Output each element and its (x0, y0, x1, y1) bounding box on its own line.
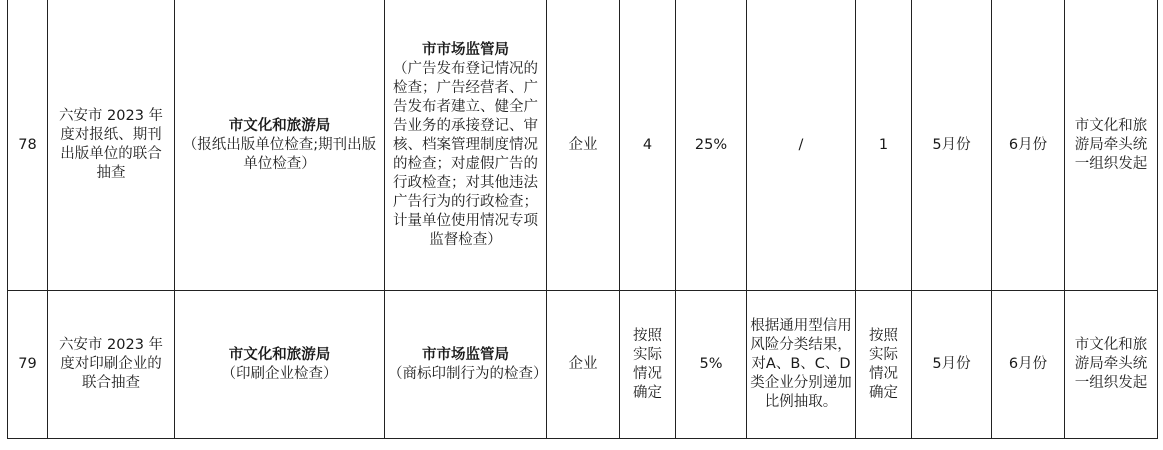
inspection-object-cell: 企业 (547, 291, 620, 439)
end-month-cell: 6月份 (992, 0, 1065, 291)
start-month-cell: 5月份 (912, 291, 992, 439)
end-month-cell: 6月份 (992, 291, 1065, 439)
lead-department-scope: （报纸出版单位检查;期刊出版单位检查） (182, 136, 377, 172)
table-row (8, 0, 1158, 291)
inspection-count-cell: 按照实际情况确定 (620, 291, 676, 439)
frequency-cell: 按照实际情况确定 (856, 291, 912, 439)
inspection-count-cell: 4 (620, 0, 676, 291)
inspection-table (7, 0, 1158, 439)
partner-department-name: 市市场监管局 (422, 41, 509, 58)
partner-department-cell (385, 0, 547, 291)
sampling-method-cell: / (747, 0, 856, 291)
partner-department-cell (385, 291, 547, 439)
note-cell: 市文化和旅游局牵头统一组织发起 (1065, 0, 1158, 291)
task-name-cell: 六安市 2023 年度对报纸、期刊出版单位的联合抽查 (48, 0, 175, 291)
sampling-ratio-cell: 5% (676, 291, 747, 439)
partner-department-name: 市市场监管局 (422, 346, 509, 363)
sampling-method-cell: 根据通用型信用风险分类结果，对A、B、C、D类企业分别递加比例抽取。 (747, 291, 856, 439)
start-month-cell: 5月份 (912, 0, 992, 291)
frequency-cell: 1 (856, 0, 912, 291)
lead-department-name: 市文化和旅游局 (228, 346, 331, 363)
partner-department-scope: （广告发布登记情况的检查；广告经营者、广告发布者建立、健全广告业务的承接登记、审核、档案管理制度情况的检查；对虚假广告的行政检查；对其他违法广告行为的行政检查；计量单位使用情况专项监督检查） (393, 60, 538, 248)
note-cell: 市文化和旅游局牵头统一组织发起 (1065, 291, 1158, 439)
inspection-object-cell: 企业 (547, 0, 620, 291)
task-name-cell: 六安市 2023 年度对印刷企业的联合抽查 (48, 291, 175, 439)
partner-department-scope: （商标印制行为的检查） (388, 365, 548, 382)
lead-department-cell (175, 291, 385, 439)
lead-department-name: 市文化和旅游局 (228, 117, 331, 134)
lead-department-scope: （印刷企业检查） (221, 365, 338, 382)
lead-department-cell (175, 0, 385, 291)
sampling-ratio-cell: 25% (676, 0, 747, 291)
table-row (8, 291, 1158, 439)
row-number: 78 (8, 0, 48, 291)
row-number: 79 (8, 291, 48, 439)
